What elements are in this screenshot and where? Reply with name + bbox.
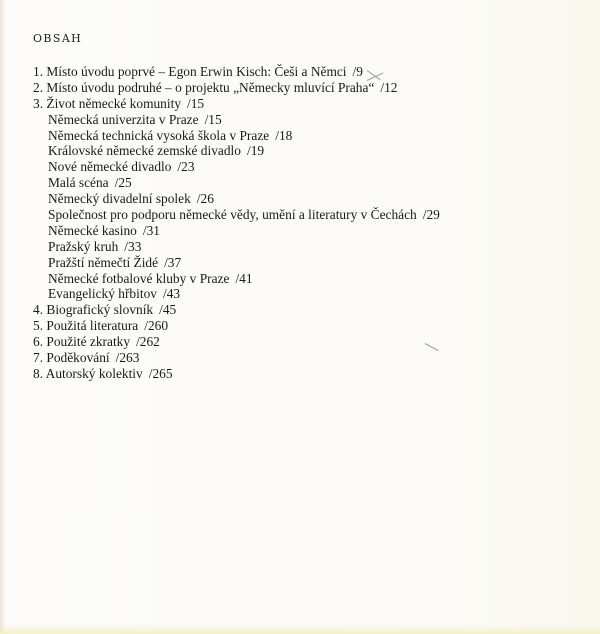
toc-subentry	[33, 255, 593, 271]
toc-entry	[33, 302, 593, 318]
toc-entry-page: /262	[136, 334, 160, 350]
toc-entry-page: /37	[164, 254, 182, 270]
toc-entry-page: /263	[115, 350, 140, 366]
toc-entry-title: Pražský kruh	[48, 238, 119, 254]
toc-entry-page: /12	[380, 79, 398, 95]
toc-entry-page: /18	[275, 127, 293, 143]
toc-entry-page: /260	[144, 318, 169, 334]
toc-entry-page: /33	[124, 238, 142, 254]
toc-entry	[33, 366, 593, 382]
toc-subentry	[33, 207, 593, 223]
toc-entry	[33, 350, 593, 366]
toc-entry-page: /31	[142, 222, 160, 238]
toc-entry-page: /23	[177, 159, 195, 175]
toc-entry	[33, 334, 593, 350]
toc-entry-page: /43	[162, 286, 181, 302]
toc-entry	[33, 64, 593, 80]
page-bottom-edge	[0, 624, 600, 634]
toc-entry-title: 6. Použité zkratky	[33, 334, 131, 350]
toc-entry-page: /19	[246, 143, 265, 159]
toc-subentry	[33, 271, 593, 287]
toc-entry-title: Nové německé divadlo	[48, 159, 172, 175]
toc-entry-page: /41	[235, 270, 253, 286]
toc-entry-title: 8. Autorský kolektiv	[33, 365, 143, 381]
toc-entry-title: Společnost pro podporu německé vědy, umění a literatury v Čechách	[48, 207, 417, 223]
toc-entry-title: 7. Poděkování	[33, 350, 110, 366]
toc-entry-title: 3. Život německé komunity	[33, 95, 182, 111]
toc-entry-page: /29	[422, 207, 440, 223]
toc-entry-page: /26	[196, 191, 214, 207]
toc-subentry	[33, 112, 593, 128]
toc-entry-title: Německé kasino	[48, 222, 137, 238]
toc-entry-title: Pražští němečtí Židé	[48, 254, 159, 270]
toc-entry-page: /25	[114, 175, 132, 191]
toc-entry-title: 4. Biografický slovník	[33, 302, 154, 318]
toc-entry-page: /15	[204, 111, 222, 127]
toc-entry-title: Německé fotbalové kluby v Praze	[48, 270, 230, 286]
toc-entry-title: 5. Použitá literatura	[33, 318, 139, 334]
toc-subentry	[33, 175, 593, 191]
toc-entry	[33, 318, 593, 334]
toc-subentry	[33, 159, 593, 175]
toc-subentry	[33, 286, 593, 302]
contents-heading: OBSAH	[33, 32, 83, 45]
toc-subentry	[33, 143, 593, 159]
toc-subentry	[33, 191, 593, 207]
toc-entry-title: Německá univerzita v Praze	[48, 111, 199, 127]
toc-entry-title: 2. Místo úvodu podruhé – o projektu „Německy mluvící Praha“	[33, 79, 375, 95]
toc-entry-title: Německý divadelní spolek	[48, 191, 191, 207]
toc-entry-title: Německá technická vysoká škola v Praze	[48, 127, 270, 143]
toc-entry-title: Malá scéna	[48, 175, 109, 191]
toc-entry-title: Evangelický hřbitov	[48, 286, 157, 302]
toc-entry	[33, 96, 593, 112]
table-of-contents	[33, 64, 593, 382]
toc-entry-page: /45	[159, 302, 177, 318]
toc-entry-title: Královské německé zemské divadlo	[48, 143, 241, 159]
toc-entry-page: /15	[187, 95, 205, 111]
toc-entry-page: /265	[148, 365, 173, 381]
page-left-edge-shadow	[0, 0, 6, 634]
toc-entry-page: /9	[352, 64, 363, 79]
toc-subentry	[33, 223, 593, 239]
toc-subentry	[33, 239, 593, 255]
toc-subentry	[33, 128, 593, 144]
toc-entry-title: 1. Místo úvodu poprvé – Egon Erwin Kisch: Češi a Němci	[33, 64, 347, 79]
toc-entry	[33, 80, 593, 96]
